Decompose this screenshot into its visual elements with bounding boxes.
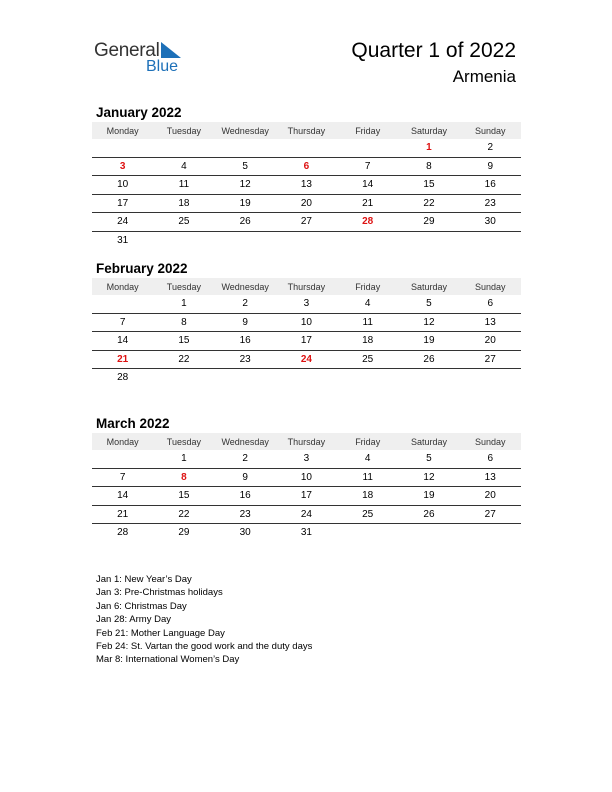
day-cell: 26 (423, 353, 435, 365)
day-cell: 1 (181, 453, 187, 465)
day-cell: 30 (239, 527, 251, 539)
day-cell: 3 (303, 298, 310, 310)
holiday-day-cell: 24 (300, 353, 312, 365)
day-cell: 19 (423, 335, 435, 347)
weekday-label: Tuesday (166, 281, 201, 292)
day-cell: 14 (117, 335, 129, 347)
day-cell: 16 (239, 335, 251, 347)
holiday-day-cell: 3 (119, 160, 126, 172)
week-row (92, 139, 521, 158)
day-cell: 10 (300, 471, 312, 483)
day-cell: 26 (239, 216, 251, 228)
month-calendar (92, 103, 521, 249)
day-cell: 25 (362, 353, 374, 365)
day-cell: 13 (484, 316, 496, 328)
week-row (92, 176, 521, 195)
weekday-label: Thursday (287, 281, 326, 292)
day-cell: 13 (300, 179, 312, 191)
day-cell: 17 (117, 197, 129, 209)
day-cell: 6 (487, 298, 493, 310)
day-cell: 25 (178, 216, 190, 228)
day-cell: 17 (300, 490, 312, 502)
day-cell: 12 (239, 179, 251, 191)
day-cell: 27 (300, 216, 312, 228)
holiday-day-cell: 8 (181, 471, 187, 483)
weekday-label: Monday (106, 436, 139, 447)
week-row (92, 524, 521, 542)
day-cell: 5 (242, 160, 248, 172)
day-cell: 18 (362, 335, 374, 347)
holiday-day-cell: 28 (362, 216, 374, 228)
day-cell: 16 (484, 179, 496, 191)
quarter-title: Quarter 1 of 2022 (351, 39, 516, 62)
logo-general-text: General (94, 40, 160, 61)
month-title: February 2022 (96, 261, 188, 276)
day-cell: 7 (119, 316, 126, 328)
week-row (92, 332, 521, 351)
week-row (92, 314, 521, 333)
week-row (92, 469, 521, 488)
day-cell: 28 (117, 527, 129, 539)
week-row (92, 295, 521, 314)
day-cell: 9 (242, 471, 248, 483)
day-cell: 20 (484, 335, 496, 347)
day-cell: 16 (239, 490, 251, 502)
day-cell: 14 (362, 179, 374, 191)
day-cell: 22 (178, 353, 190, 365)
logo-blue-text: Blue (146, 58, 179, 75)
day-cell: 27 (484, 353, 496, 365)
weekday-label: Friday (355, 281, 381, 292)
day-cell: 14 (117, 490, 129, 502)
day-cell: 31 (117, 234, 129, 246)
week-row (92, 369, 521, 387)
day-cell: 8 (426, 160, 432, 172)
day-cell: 11 (178, 179, 190, 191)
day-cell: 24 (117, 216, 129, 228)
week-row (92, 232, 521, 250)
weekday-label: Sunday (474, 436, 506, 447)
day-cell: 4 (364, 298, 371, 310)
day-cell: 22 (178, 508, 190, 520)
holiday-day-cell: 1 (426, 142, 432, 154)
week-row (92, 506, 521, 525)
weekday-label: Wednesday (221, 436, 269, 447)
weekday-label: Friday (355, 125, 381, 136)
day-cell: 22 (423, 197, 435, 209)
holiday-entry: Feb 24: St. Vartan the good work and the duty days (96, 641, 313, 653)
day-cell: 7 (364, 160, 371, 172)
weekday-label: Saturday (410, 125, 447, 136)
day-cell: 3 (303, 453, 310, 465)
weekday-label: Sunday (474, 281, 506, 292)
day-cell: 25 (362, 508, 374, 520)
day-cell: 26 (423, 508, 435, 520)
weekday-label: Saturday (410, 436, 447, 447)
day-cell: 23 (484, 197, 496, 209)
day-cell: 11 (362, 471, 373, 483)
day-cell: 4 (364, 453, 371, 465)
day-cell: 13 (484, 471, 496, 483)
holiday-entry: Jan 1: New Year’s Day (96, 574, 192, 585)
day-cell: 9 (487, 160, 493, 172)
day-cell: 10 (117, 179, 129, 191)
day-cell: 15 (178, 490, 190, 502)
logo-triangle-icon (161, 42, 181, 58)
day-cell: 18 (362, 490, 374, 502)
month-title: March 2022 (96, 416, 170, 431)
holiday-entry: Jan 6: Christmas Day (96, 600, 187, 612)
weekday-label: Tuesday (166, 125, 201, 136)
weekday-label: Wednesday (221, 125, 269, 136)
day-cell: 20 (484, 490, 496, 502)
day-cell: 17 (300, 335, 312, 347)
month-title: January 2022 (96, 105, 182, 120)
day-cell: 2 (242, 298, 248, 310)
week-row (92, 351, 521, 370)
day-cell: 28 (117, 372, 129, 384)
holiday-entry: Feb 21: Mother Language Day (96, 627, 225, 639)
day-cell: 5 (426, 298, 432, 310)
weekday-label: Friday (355, 436, 381, 447)
holiday-entry: Jan 3: Pre-Christmas holidays (96, 587, 223, 599)
week-row (92, 195, 521, 214)
week-row (92, 158, 521, 177)
day-cell: 24 (300, 508, 312, 520)
holiday-list (96, 573, 312, 667)
weekday-label: Sunday (474, 125, 506, 136)
weekday-label: Monday (106, 125, 139, 136)
day-cell: 29 (423, 216, 435, 228)
day-cell: 21 (362, 197, 374, 209)
day-cell: 21 (117, 508, 129, 520)
month-calendar (92, 414, 521, 542)
weekday-label: Wednesday (221, 281, 269, 292)
day-cell: 31 (300, 527, 312, 539)
day-cell: 7 (119, 471, 126, 483)
logo (94, 40, 194, 80)
day-cell: 20 (300, 197, 312, 209)
holiday-entry: Jan 28: Army Day (96, 614, 171, 626)
day-cell: 29 (178, 527, 190, 539)
day-cell: 4 (181, 160, 187, 172)
day-cell: 9 (242, 316, 248, 328)
day-cell: 2 (487, 142, 493, 154)
weekday-label: Tuesday (166, 436, 201, 447)
week-row (92, 487, 521, 506)
day-cell: 19 (423, 490, 435, 502)
day-cell: 30 (484, 216, 496, 228)
holiday-day-cell: 6 (303, 160, 310, 172)
day-cell: 15 (178, 335, 190, 347)
day-cell: 27 (484, 508, 496, 520)
week-row (92, 450, 521, 469)
weekday-header-row (92, 278, 521, 295)
weekday-label: Thursday (287, 125, 326, 136)
weekday-label: Thursday (287, 436, 326, 447)
month-calendar (92, 259, 521, 387)
day-cell: 6 (487, 453, 493, 465)
day-cell: 1 (181, 298, 187, 310)
weekday-header-row (92, 433, 521, 450)
day-cell: 5 (426, 453, 432, 465)
day-cell: 12 (423, 471, 435, 483)
holiday-entry: Mar 8: International Women’s Day (96, 654, 240, 666)
day-cell: 11 (362, 316, 373, 328)
day-cell: 8 (181, 316, 187, 328)
weekday-label: Saturday (410, 281, 447, 292)
day-cell: 23 (239, 508, 251, 520)
holiday-day-cell: 21 (117, 353, 129, 365)
weekday-header-row (92, 122, 521, 139)
weekday-label: Monday (106, 281, 139, 292)
day-cell: 23 (239, 353, 251, 365)
week-row (92, 213, 521, 232)
country-name: Armenia (452, 67, 516, 86)
day-cell: 2 (242, 453, 248, 465)
day-cell: 18 (178, 197, 190, 209)
day-cell: 19 (239, 197, 251, 209)
day-cell: 12 (423, 316, 435, 328)
day-cell: 15 (423, 179, 435, 191)
day-cell: 10 (300, 316, 312, 328)
